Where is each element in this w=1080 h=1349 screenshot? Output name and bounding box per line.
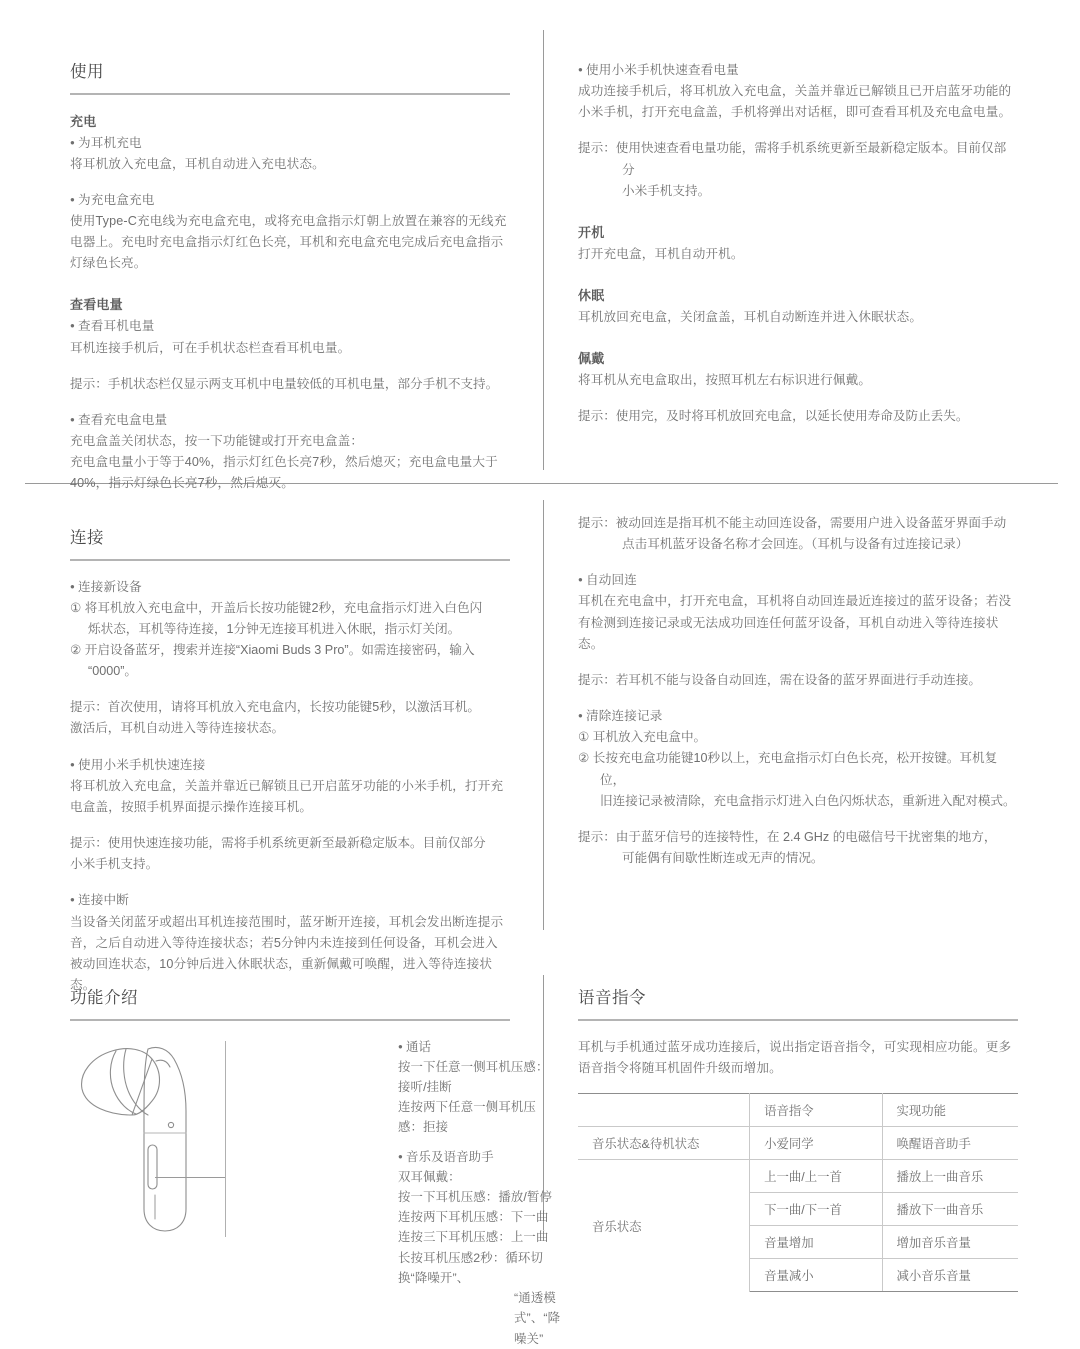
tip-line: 提示：手机状态栏仅显示两支耳机中电量较低的耳机电量，部分手机不支持。 <box>70 376 499 391</box>
bullet-charge-case: ● 为充电盒充电 <box>70 192 155 207</box>
subheading-sleep: 休眠 <box>578 288 605 304</box>
table-row <box>578 1126 1018 1159</box>
subheading-charging: 充电 <box>70 113 97 129</box>
table-row <box>578 1159 1018 1192</box>
cell-function: 减小音乐音量 <box>882 1258 1018 1291</box>
tip-store-earbuds <box>578 406 1018 427</box>
tip-bluetooth-interference <box>578 827 1018 869</box>
subheading-check-battery: 查看电量 <box>70 297 123 313</box>
cell-command: 上一曲/上一首 <box>750 1159 882 1192</box>
feature-vertical-rule <box>225 1041 226 1237</box>
text-case-battery-2: 充电盒电量小于等于40%，指示灯红色长亮7秒，然后熄灭；充电盒电量大于40%，指示灯绿色长亮7秒，然后熄灭。 <box>70 455 498 491</box>
subheading-power-on: 开机 <box>578 224 605 240</box>
cell-function: 播放下一曲音乐 <box>882 1192 1018 1225</box>
bullet-quick-battery: ● 使用小米手机快速查看电量 <box>578 63 739 77</box>
cell-command: 小爱同学 <box>750 1126 882 1159</box>
section-rule <box>578 1019 1018 1021</box>
tip-line-cont: 小米手机支持。 <box>622 183 711 198</box>
cell-state-music: 音乐状态 <box>578 1159 750 1291</box>
cell-function: 唤醒语音助手 <box>882 1126 1018 1159</box>
section-features <box>70 984 561 1349</box>
text-charge-earbuds: 将耳机放入充电盒，耳机自动进入充电状态。 <box>70 156 325 171</box>
bullet-charge-earbuds: ● 为耳机充电 <box>70 135 142 150</box>
clear-step-2-cont: 旧连接记录被清除，充电盒指示灯进入白色闪烁状态，重新进入配对模式。 <box>600 793 1016 808</box>
cell-command: 下一曲/下一首 <box>750 1192 882 1225</box>
feature-text-list <box>373 1037 560 1349</box>
tip-line: 提示：使用完，及时将耳机放回充电盒，以延长使用寿命及防止丢失。 <box>578 409 969 424</box>
tip-line: 提示：使用快速连接功能，需将手机系统更新至最新稳定版本。目前仅部分 <box>70 836 486 851</box>
text-quick-battery: 成功连接手机后，将耳机放入充电盒，关盖并靠近已解锁且已开启蓝牙功能的小米手机，打开充电盒盖，手机将弹出对话框，即可查看耳机及充电盒电量。 <box>578 84 1012 120</box>
bullet-dot-icon: ● <box>398 1151 403 1161</box>
step-1: ① 将耳机放入充电盒中，开盖后长按功能键2秒，充电盒指示灯进入白色闪 <box>70 600 483 615</box>
step-2: ② 开启设备蓝牙，搜索并连接“Xiaomi Buds 3 Pro”。如需连接密码，输入 <box>70 642 475 657</box>
tip-line: 提示：首次使用，请将耳机放入充电盒内，长按功能键5秒，以激活耳机。 <box>70 700 481 715</box>
subheading-wear: 佩戴 <box>578 351 605 367</box>
table-header-state <box>578 1093 750 1126</box>
music-line-1: 按一下耳机压感：播放/暂停 <box>398 1190 553 1205</box>
bullet-check-case-battery: ● 查看充电盒电量 <box>70 412 168 427</box>
earbud-icon <box>70 1037 218 1237</box>
text-wear: 将耳机从充电盒取出，按照耳机左右标识进行佩戴。 <box>578 373 872 388</box>
music-line-2: 连按两下耳机压感：下一曲 <box>398 1210 549 1225</box>
bullet-check-earbud-battery: ● 查看耳机电量 <box>70 319 155 334</box>
section-voice-commands <box>578 984 1018 1292</box>
music-line-4: 长按耳机压感2秒：循环切换“降噪开”、 <box>398 1250 543 1285</box>
section-title-features: 功能介绍 <box>70 989 138 1007</box>
table-header-command: 语音指令 <box>750 1093 882 1126</box>
section-connect <box>70 524 510 996</box>
bullet-dot-icon: ● <box>578 711 583 721</box>
tip-line: 提示：由于蓝牙信号的连接特性，在 2.4 GHz 的电磁信号干扰密集的地方， <box>578 829 997 844</box>
bullet-dot-icon: ● <box>398 1041 403 1051</box>
bullet-dot-icon: ● <box>70 194 75 204</box>
text-quick-connect: 将耳机放入充电盒，关盖并靠近已解锁且已开启蓝牙功能的小米手机，打开充电盒盖，按照手机界面提示操作连接耳机。 <box>70 778 504 814</box>
bullet-dot-icon: ● <box>70 581 75 591</box>
tip-line-cont: 可能偶有间歇性断连或无声的情况。 <box>622 851 824 866</box>
bullet-clear-records: ● 清除连接记录 <box>578 709 663 724</box>
column-divider-top <box>543 30 544 470</box>
bullet-new-device: ● 连接新设备 <box>70 579 142 594</box>
text-disconnect: 当设备关闭蓝牙或超出耳机连接范围时，蓝牙断开连接，耳机会发出断连提示音，之后自动进入等待连接状态；若5分钟内未连接到任何设备，耳机会进入被动回连状态，10分钟后进入休眠状态，重新佩戴可唤醒，进入等待连接状态。 <box>70 914 504 992</box>
section-title-voice: 语音指令 <box>578 989 646 1007</box>
text-case-battery-1: 充电盒盖关闭状态，按一下功能键或打开充电盒盖： <box>70 434 364 449</box>
tip-status-bar <box>70 374 510 395</box>
section-connect-continued <box>578 513 1018 869</box>
bullet-dot-icon: ● <box>70 895 75 905</box>
step-2-cont: “0000”。 <box>88 664 137 679</box>
tip-first-use <box>70 697 510 739</box>
bullet-dot-icon: ● <box>70 137 75 147</box>
leader-line <box>155 1177 225 1178</box>
tip-passive-reconnect <box>578 513 1018 555</box>
bullet-auto-reconnect: ● 自动回连 <box>578 573 637 588</box>
text-sleep: 耳机放回充电盒，关闭盒盖，耳机自动断连并进入休眠状态。 <box>578 310 923 325</box>
clear-step-1: ① 耳机放入充电盒中。 <box>578 730 707 745</box>
voice-command-table <box>578 1093 1018 1292</box>
section-rule <box>70 559 510 561</box>
tip-line: 提示：被动回连是指耳机不能主动回连设备，需要用户进入设备蓝牙界面手动 <box>578 516 1007 530</box>
cell-function: 播放上一曲音乐 <box>882 1159 1018 1192</box>
bullet-dot-icon: ● <box>578 575 583 585</box>
step-1-cont: 烁状态，耳机等待连接，1分钟无连接耳机进入休眠，指示灯关闭。 <box>88 621 461 636</box>
tip-line-cont: 点击耳机蓝牙设备名称才会回连。（耳机与设备有过连接记录） <box>622 537 969 552</box>
tip-line-cont: 小米手机支持。 <box>70 857 159 872</box>
music-line-0: 双耳佩戴： <box>398 1169 461 1184</box>
tip-line: 提示：若耳机不能与设备自动回连，需在设备的蓝牙界面进行手动连接。 <box>578 672 981 687</box>
bullet-dot-icon: ● <box>70 759 75 769</box>
cell-function: 增加音乐音量 <box>882 1225 1018 1258</box>
table-header-function: 实现功能 <box>882 1093 1018 1126</box>
cell-state: 音乐状态&待机状态 <box>578 1126 750 1159</box>
music-line-5: “通透模式”、“降噪关” <box>514 1291 561 1346</box>
table-header-row <box>578 1093 1018 1126</box>
call-line-2: 连按两下任意一侧耳机压感：拒接 <box>398 1100 536 1135</box>
voice-intro-text: 耳机与手机通过蓝牙成功连接后，说出指定语音指令，可实现相应功能。更多语音指令将随耳机固件升级而增加。 <box>578 1039 1012 1075</box>
music-line-3: 连按三下耳机压感：上一曲 <box>398 1230 549 1245</box>
text-charge-case: 使用Type-C充电线为充电盒充电，或将充电盒指示灯朝上放置在兼容的无线充电器上。充电时充电盒指示灯红色长亮，耳机和充电盒充电完成后充电盒指示灯绿色长亮。 <box>70 213 507 271</box>
tip-quick-battery <box>578 138 1018 201</box>
bullet-music: ● 音乐及语音助手 <box>398 1149 494 1164</box>
tip-line: 提示：使用快速查看电量功能，需将手机系统更新至最新稳定版本。目前仅部分 <box>578 141 1007 177</box>
tip-line-cont: 激活后，耳机自动进入等待连接状态。 <box>70 721 285 736</box>
cell-command: 音量增加 <box>750 1225 882 1258</box>
column-divider-middle <box>543 500 544 930</box>
section-title-use: 使用 <box>70 63 104 81</box>
text-power-on: 打开充电盒，耳机自动开机。 <box>578 246 744 261</box>
feature-block <box>70 1037 561 1349</box>
section-use-continued <box>578 60 1018 428</box>
bullet-call: ● 通话 <box>398 1039 432 1054</box>
clear-step-2: ② 长按充电盒功能键10秒以上，充电盒指示灯白色长亮，松开按键。耳机复位， <box>578 751 998 787</box>
section-rule <box>70 93 510 95</box>
text-check-earbud-battery: 耳机连接手机后，可在手机状态栏查看耳机电量。 <box>70 340 351 355</box>
section-use <box>70 58 510 495</box>
call-line-1: 按一下任意一侧耳机压感：接听/挂断 <box>398 1059 549 1094</box>
bullet-dot-icon: ● <box>70 321 75 331</box>
bullet-dot-icon: ● <box>578 65 583 74</box>
earbud-illustration <box>70 1037 218 1349</box>
bullet-disconnect: ● 连接中断 <box>70 893 129 908</box>
bullet-quick-connect: ● 使用小米手机快速连接 <box>70 757 206 772</box>
cell-command: 音量减小 <box>750 1258 882 1291</box>
bullet-dot-icon: ● <box>70 414 75 424</box>
text-auto-reconnect: 耳机在充电盒中，打开充电盒，耳机将自动回连最近连接过的蓝牙设备；若没有检测到连接记录或无法成功回连任何蓝牙设备，耳机自动进入等待连接状态。 <box>578 594 1012 651</box>
tip-manual-connect <box>578 670 1018 691</box>
tip-quick-connect <box>70 833 510 875</box>
section-rule <box>70 1019 510 1021</box>
section-title-connect: 连接 <box>70 529 104 547</box>
